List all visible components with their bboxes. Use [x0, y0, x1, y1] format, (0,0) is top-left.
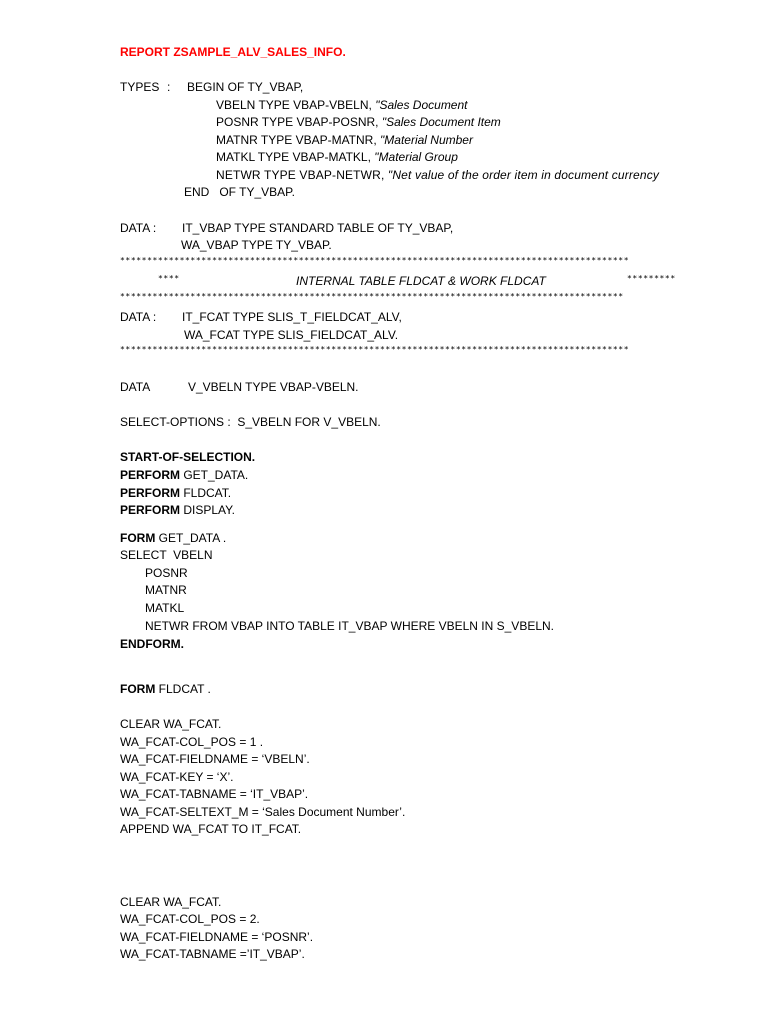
perform-target: GET_DATA. [180, 468, 249, 482]
fcat-line: WA_FCAT-COL_POS = 2. [120, 912, 260, 926]
field-code: NETWR TYPE VBAP-NETWR, [216, 168, 388, 182]
form-name: FLDCAT . [155, 682, 211, 696]
fcat-line: CLEAR WA_FCAT. [120, 895, 222, 909]
perform-keyword: PERFORM [120, 468, 180, 482]
fcat-line: WA_FCAT-SELTEXT_M = ‘Sales Document Number’. [120, 805, 406, 819]
perform-fldcat [120, 485, 231, 501]
form-keyword: FORM [120, 531, 156, 545]
types-field-posnr [216, 114, 501, 130]
fcat-line: WA_FCAT-KEY = ‘X’. [120, 770, 234, 784]
star-left: **** [158, 274, 180, 283]
data3-keyword: DATA [120, 380, 151, 394]
star-right: ********* [627, 274, 676, 283]
data1-keyword: DATA : [120, 221, 157, 235]
types-begin: BEGIN OF TY_VBAP, [187, 80, 304, 94]
data3-line: V_VBELN TYPE VBAP-VBELN. [188, 380, 359, 394]
types-field-vbeln [216, 97, 468, 113]
select-options-line: SELECT-OPTIONS : S_VBELN FOR V_VBELN. [120, 415, 381, 429]
perform-get-data [120, 467, 248, 483]
field-comment: "Material Group [374, 150, 458, 164]
types-field-netwr [216, 167, 659, 183]
star-separator: ********************************************************************************************* [120, 292, 624, 301]
field-comment: "Net value of the order item in document currency [387, 168, 659, 182]
fcat-line: CLEAR WA_FCAT. [120, 717, 222, 731]
types-keyword: TYPES [120, 80, 160, 94]
start-of-selection: START-OF-SELECTION. [120, 450, 256, 464]
endform: ENDFORM. [120, 637, 184, 651]
field-comment: "Sales Document Item [381, 115, 501, 129]
field-comment: "Sales Document [375, 98, 468, 112]
perform-keyword: PERFORM [120, 486, 180, 500]
star-separator: ********************************************************************************************** [120, 345, 630, 354]
data1-line1: IT_VBAP TYPE STANDARD TABLE OF TY_VBAP, [182, 221, 454, 235]
fcat-line: APPEND WA_FCAT TO IT_FCAT. [120, 822, 302, 836]
fcat-line: WA_FCAT-TABNAME =’IT_VBAP’. [120, 947, 305, 961]
select-field: POSNR [145, 566, 188, 580]
fcat-line: WA_FCAT-FIELDNAME = ‘POSNR’. [120, 930, 314, 944]
data1-line2: WA_VBAP TYPE TY_VBAP. [181, 238, 332, 252]
field-comment: "Material Number [380, 133, 473, 147]
form-fldcat-header [120, 681, 211, 697]
form-get-data-header [120, 530, 226, 546]
section-title: INTERNAL TABLE FLDCAT & WORK FLDCAT [296, 274, 546, 288]
perform-display [120, 502, 235, 518]
field-code: VBELN TYPE VBAP-VBELN, [216, 98, 376, 112]
field-code: MATKL TYPE VBAP-MATKL, [216, 150, 375, 164]
perform-target: DISPLAY. [180, 503, 235, 517]
perform-target: FLDCAT. [180, 486, 232, 500]
data2-line2: WA_FCAT TYPE SLIS_FIELDCAT_ALV. [184, 328, 399, 342]
types-field-matnr [216, 132, 473, 148]
select-field: MATNR [145, 583, 187, 597]
field-code: MATNR TYPE VBAP-MATNR, [216, 133, 381, 147]
select-field: NETWR FROM VBAP INTO TABLE IT_VBAP WHERE VBELN IN S_VBELN. [145, 619, 554, 633]
perform-keyword: PERFORM [120, 503, 180, 517]
star-separator: ********************************************************************************************** [120, 256, 630, 265]
types-colon: : [167, 80, 171, 94]
select-statement: SELECT VBELN [120, 548, 213, 562]
report-statement: REPORT ZSAMPLE_ALV_SALES_INFO. [120, 45, 346, 59]
fcat-line: WA_FCAT-TABNAME = ‘IT_VBAP’. [120, 787, 309, 801]
fcat-line: WA_FCAT-COL_POS = 1 . [120, 735, 264, 749]
form-name: GET_DATA . [155, 531, 227, 545]
data2-line1: IT_FCAT TYPE SLIS_T_FIELDCAT_ALV, [182, 310, 402, 324]
form-keyword: FORM [120, 682, 156, 696]
types-end: END OF TY_VBAP. [184, 185, 295, 199]
select-field: MATKL [145, 601, 185, 615]
types-field-matkl [216, 149, 458, 165]
data2-keyword: DATA : [120, 310, 157, 324]
fcat-line: WA_FCAT-FIELDNAME = ‘VBELN’. [120, 752, 310, 766]
field-code: POSNR TYPE VBAP-POSNR, [216, 115, 382, 129]
